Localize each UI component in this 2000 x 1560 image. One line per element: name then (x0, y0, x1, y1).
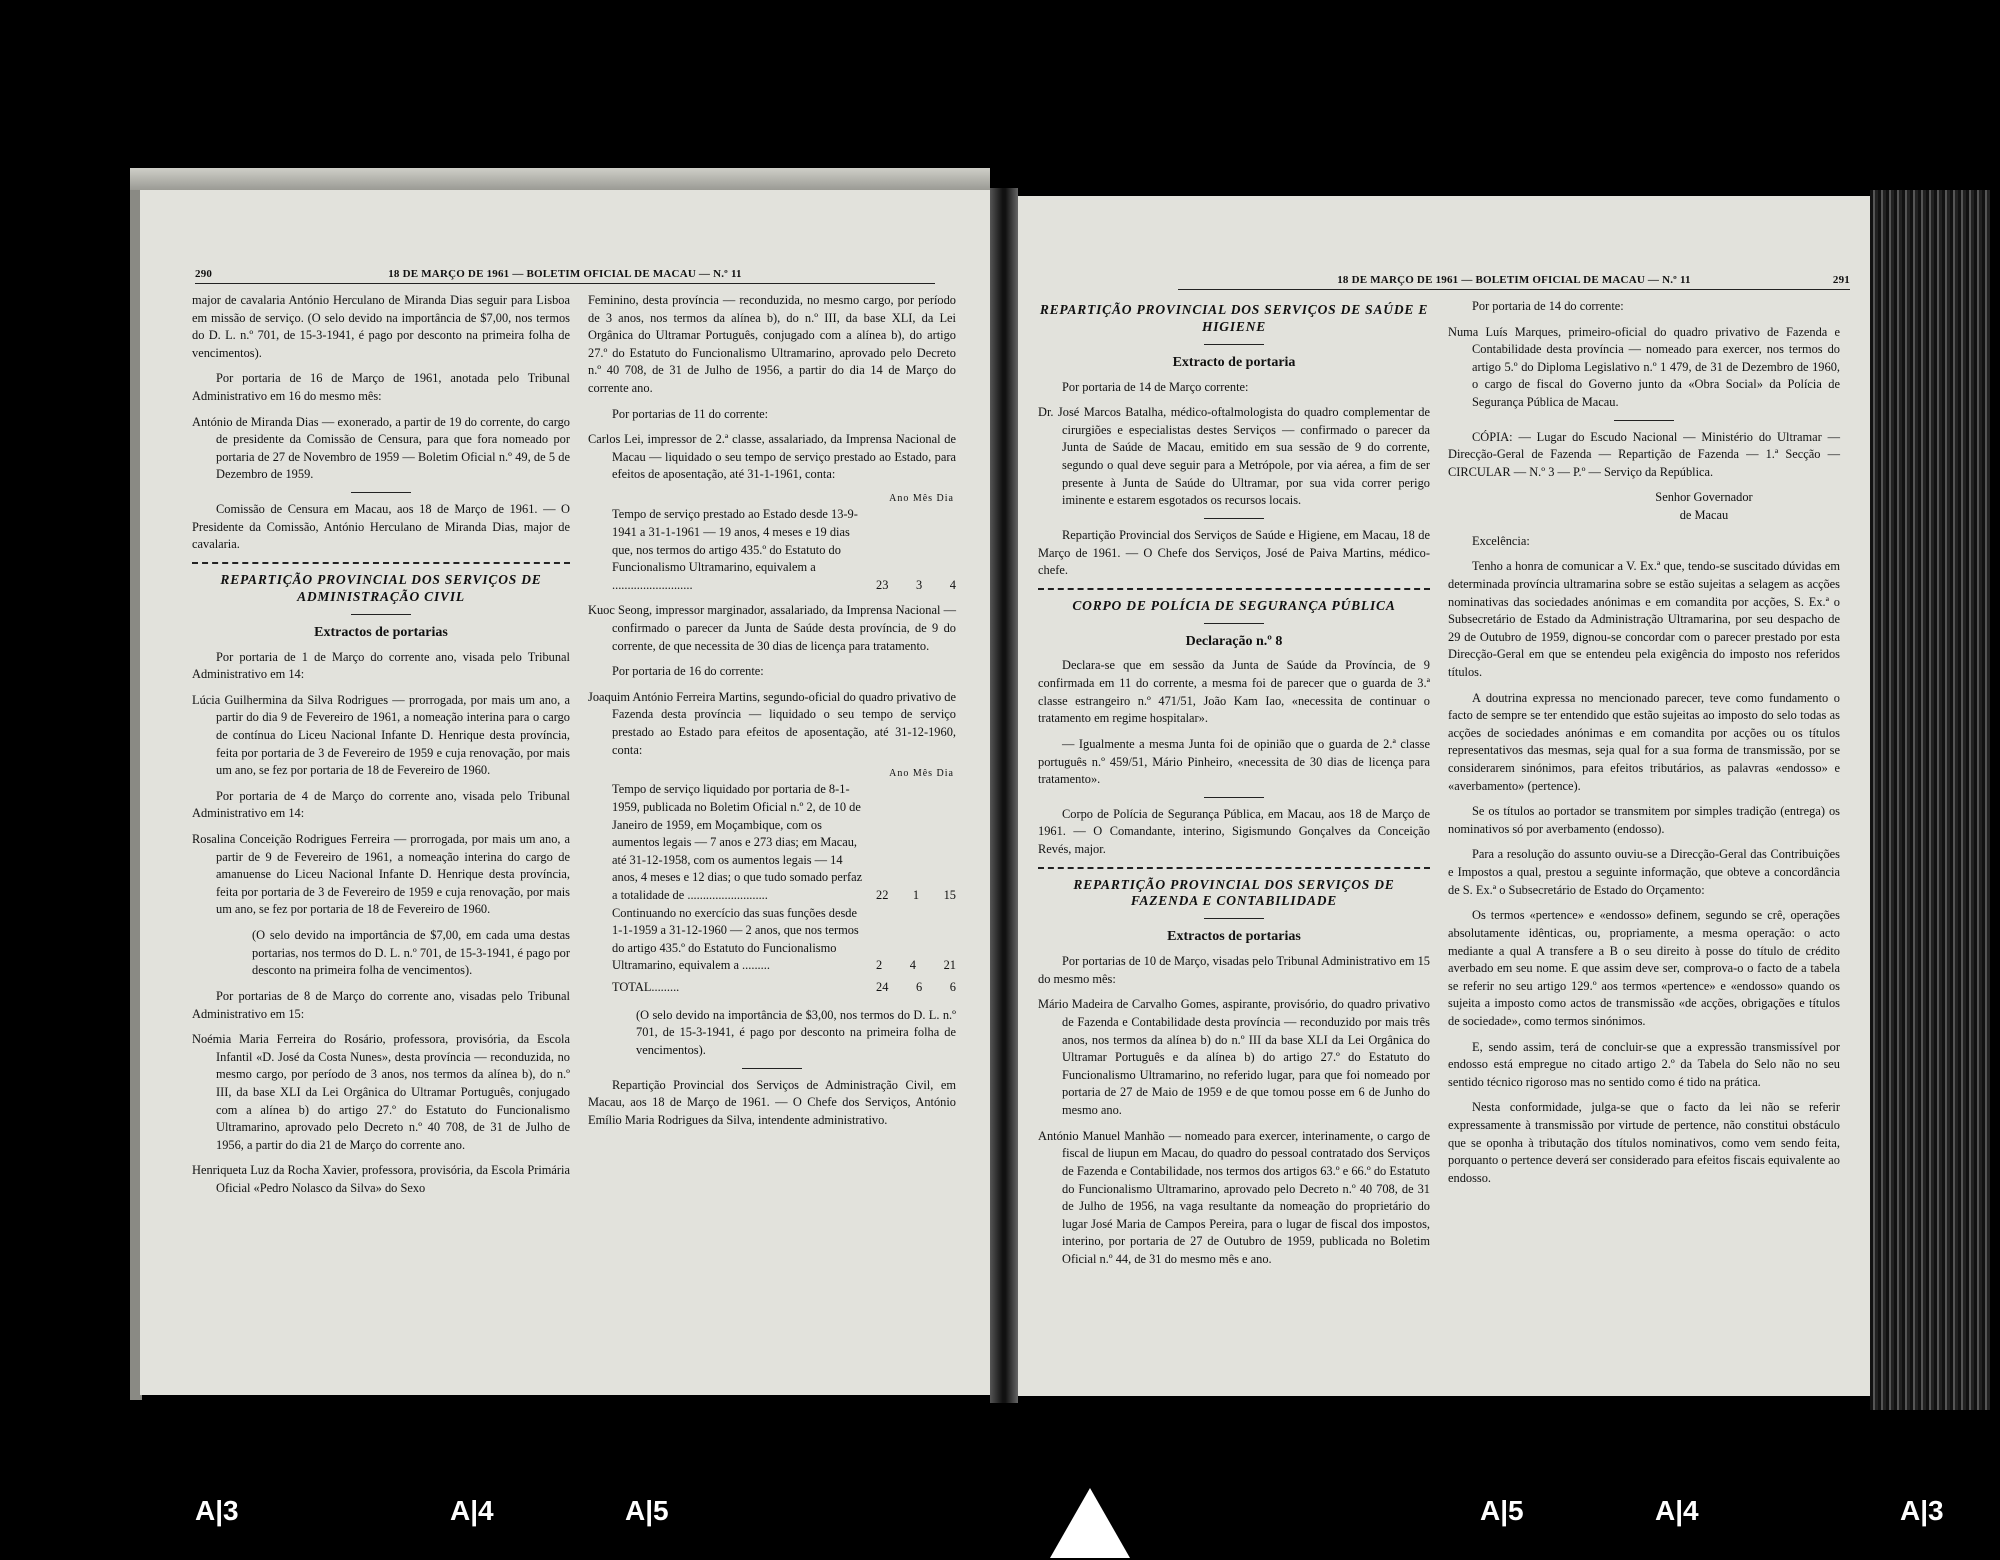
divider (351, 492, 411, 493)
left-page-number: 290 (195, 268, 213, 280)
paragraph: Por portarias de 11 do corrente: (612, 406, 769, 421)
service-time-row (588, 506, 956, 594)
book-binding (990, 188, 1018, 1403)
total-label: TOTAL......... (612, 980, 680, 995)
paragraph: Dr. José Marcos Batalha, médico-oftalmologista do quadro complementar de cirurgiões e especialistas destes Serviços — confirmado o parecer da Junta de Saúde de Macau, emitido em sua sessão de 9 do corrente, segundo o qual deve seguir para a Metrópole, por via aérea, a fim de ser presente à Junta de Saúde do Ultramar, por sua vida correr perigo iminente e estarem esgotados os recursos locais. (1038, 405, 1430, 508)
paragraph: Por portaria de 14 de Março corrente: (1062, 379, 1249, 394)
section-heading: REPARTIÇÃO PROVINCIAL DOS SERVIÇOS DE ADMINISTRAÇÃO CIVIL (220, 571, 542, 604)
paragraph: Os termos «pertence» e «endosso» definem, segundo se crê, operações absolutamente idênticas, ou, propriamente, a mesma operação: o acto mediante a qual A transfere a B o seu direito à posse do título de crédito averbado em seu nome. E que assim deve ser, comprova-o o facto de a tabela se referir no seu artigo 129.º aos termos «pertence» e «endosso» quando os sujeita a imposto como actos de transmissão «de acções, obrigações e títulos de sociedade», como termos sinónimos. (1448, 908, 1840, 1028)
film-mark: A|4 (1655, 1495, 1699, 1526)
row-values (870, 781, 956, 904)
paragraph: Por portarias de 10 de Março, visadas pelo Tribunal Administrativo em 15 do mesmo mês: (1038, 954, 1430, 986)
paragraph: Noémia Maria Ferreira do Rosário, professora, provisória, da Escola Infantil «D. José da Costa Nunes», desta província — reconduzida, no mesmo cargo, por período de 3 anos, nos termos da alínea b), do n.º III, da base XLI da Lei Orgânica do Ultramar Português, conjugado com a alínea b) do artigo 27.º do Estatuto do Funcionalismo Ultramarino, aprovado pelo Decreto n.º 40 708, de 31 de Julho de 1956, a partir do dia 21 de Março do corrente ano. (192, 1032, 570, 1152)
paragraph: Por portaria de 1 de Março do corrente ano, visada pelo Tribunal Administrativo em 14: (192, 649, 570, 682)
months: 6 (915, 980, 923, 995)
film-mark: A|3 (195, 1495, 239, 1526)
paragraph: Henriqueta Luz da Rocha Xavier, professora, provisória, da Escola Primária Oficial «Pedro Nolasco da Silva» do Sexo (192, 1163, 570, 1195)
ornamental-divider (1038, 867, 1430, 869)
divider (1204, 623, 1264, 624)
service-time-row (588, 781, 956, 904)
paragraph: Numa Luís Marques, primeiro-oficial do quadro privativo de Fazenda e Contabilidade desta província — nomeado para exercer, nos termos do artigo 5.º do Diploma Legislativo n.º 1 479, de 31 de Dezembro de 1960, o cargo de fiscal do Governo junto da «Obra Social» da Polícia de Segurança Pública de Macau. (1448, 324, 1840, 410)
right-page-number: 291 (1832, 274, 1850, 286)
divider (1204, 344, 1264, 345)
days: 21 (943, 958, 956, 973)
paragraph: Por portarias de 8 de Março do corrente ano, visadas pelo Tribunal Administrativo em 15: (192, 988, 570, 1021)
center-marker-triangle (1050, 1488, 1130, 1558)
signature-paragraph: Repartição Provincial dos Serviços de Saúde e Higiene, em Macau, 18 de Março de 1961. — O Chefe dos Serviços, José de Paiva Martins, médico-chefe. (1038, 527, 1430, 578)
years: 24 (876, 980, 889, 995)
paragraph: Carlos Lei, impressor de 2.ª classe, assalariado, da Imprensa Nacional de Macau — liquidado o seu tempo de serviço prestado ao Estado, para efeitos de aposentação, até 31-1-1961, conta: (588, 432, 956, 482)
paragraph: A doutrina expressa no mencionado parecer, teve como fundamento o facto de sempre se ter entendido que estão sujeitas ao imposto do selo todas as acções de sociedades anónimas e em comandita por acções ou os títulos representativos das mesmas, seja qual for a sua forma de transmissão, por se considerarem sinónimos, para efeitos tributários, as palavras «endosso» e «averbamento» (pertence). (1448, 690, 1840, 793)
note-paragraph: (O selo devido na importância de $3,00, nos termos do D. L. n.º 701, de 15-3-1941, é pago por desconto na primeira folha de vencimentos). (636, 1007, 956, 1057)
row-values (870, 979, 956, 997)
divider (1204, 918, 1264, 919)
paragraph: Feminino, desta província — reconduzida, no mesmo cargo, por período de 3 anos, nos termos da alínea b), do n.º III, da base XLI, da Lei Orgânica do Ultramar Português, conjugado com a alínea b), do artigo 27.º do Estatuto do Funcionalismo Ultramarino, aprovado pelo Decreto n.º 40 708, de 31 de Julho de 1956, a partir do dia 14 de Março do corrente ano. (588, 293, 956, 396)
right-header-title: 18 DE MARÇO DE 1961 — BOLETIM OFICIAL DE MACAU — N.º 11 (1337, 274, 1691, 286)
subheading: Extractos de portarias (1167, 929, 1301, 945)
signature-paragraph: Repartição Provincial dos Serviços de Administração Civil, em Macau, aos 18 de Março de 1961. — O Chefe dos Serviços, António Emílio Maria Rodrigues da Silva, intendente administrativo. (588, 1077, 956, 1127)
service-time-row (588, 905, 956, 975)
paragraph: Declara-se que em sessão da Junta de Saúde da Província, de 9 confirmada em 11 do corrente, a mesma foi de parecer que o guarda de 3.ª classe estrangeiro n.º 471/51, João Kam Iao, «necessita de continuar o tratamento em regime hospitalar». (1038, 658, 1430, 726)
paragraph: António de Miranda Dias — exonerado, a partir de 19 do corrente, do cargo de presidente da Comissão de Censura, para que fora nomeado por portaria de 27 de Novembro de 1959 — Boletim Oficial n.º 49, de 5 de Dezembro de 1959. (192, 414, 570, 482)
section-heading: REPARTIÇÃO PROVINCIAL DOS SERVIÇOS DE FAZENDA E CONTABILIDADE (1073, 876, 1395, 909)
paragraph: Por portaria de 16 do corrente: (612, 664, 764, 679)
left-column-2 (588, 292, 956, 1137)
paragraph: António Manuel Manhão — nomeado para exercer, interinamente, o cargo de fiscal de liupun em Macau, do quadro do pessoal contratado dos Serviços de Fazenda e Contabilidade, nos termos dos artigos 63.º e 66.º do Estatuto do Funcionalismo Ultramarino, aprovado pelo Decreto n.º 40 708, de 31 de Julho de 1956, na vaga resultante da nomeação do proprietário do lugar José Maria de Campos Pereira, para o lugar de fiscal dos impostos, interino, por portaria de 27 de Outubro de 1959, publicada no Boletim Oficial n.º 44, de 31 do mesmo mês e ano. (1038, 1128, 1430, 1266)
years: 23 (876, 577, 889, 592)
divider (1614, 420, 1674, 421)
paragraph: Lúcia Guilhermina da Silva Rodrigues — prorrogada, por mais um ano, a partir do dia 9 de Fevereiro de 1961, a nomeação interina para o cargo de contínua do Liceu Nacional Infante D. Henrique desta província, feita por portaria de 3 de Fevereiro de 1959 e cuja renovação, por mais um ano, se fez por portaria de 18 de Fevereiro de 1960. (192, 692, 570, 778)
subheading: Extractos de portarias (314, 624, 448, 640)
divider (1204, 797, 1264, 798)
paragraph: Nesta conformidade, julga-se que o facto da lei não se referir expressamente à transmissão por virtude de pertence, não constitui obstáculo que se oponha à tributação dos títulos nominativos, como vem sendo feita, porquanto o pertence deverá ser considerado para efeitos fiscais equivalente ao endosso. (1448, 1100, 1840, 1185)
years: 22 (876, 888, 889, 903)
paragraph: Por portaria de 16 de Março de 1961, anotada pelo Tribunal Administrativo em 16 do mesmo mês: (192, 371, 570, 404)
left-page-header (195, 268, 935, 284)
paragraph: Rosalina Conceição Rodrigues Ferreira — prorrogada, por mais um ano, a partir de 9 de Fevereiro de 1961, a nomeação interina do cargo de amanuense do Liceu Nacional Infante D. Henrique desta província, feita por portaria de 3 de Fevereiro de 1959 e cuja renovação, por mais um ano, se fez por portaria de 18 de Fevereiro de 1960. (192, 832, 570, 917)
salutation-line: Senhor Governador (1655, 490, 1753, 505)
film-mark: A|5 (1480, 1495, 1524, 1526)
paragraph: Mário Madeira de Carvalho Gomes, aspirante, provisório, do quadro privativo de Fazenda e Contabilidade desta província — reconduzido por mais três anos, nos termos da alínea b) do n.º III da base XLI da Lei Orgânica do Ultramar Português e da alínea b) do artigo 27.º do Estatuto do Funcionalismo Ultramarino, no referido lugar, para que foi nomeado por portaria de 27 de Maio de 1959 e de que tomou posse em 6 de Junho do mesmo ano. (1038, 997, 1430, 1118)
film-mark: A|4 (450, 1495, 494, 1526)
paragraph: CÓPIA: — Lugar do Escudo Nacional — Ministério do Ultramar — Direcção-Geral de Fazenda — Repartição de Fazenda — 1.ª Secção — CIRCULAR — N.º 3 — P.º — Serviço da República. (1448, 429, 1840, 479)
table-header: Ano Mês Dia (889, 493, 954, 505)
row-values (870, 905, 956, 975)
paragraph: Se os títulos ao portador se transmitem por simples tradição (entrega) os nominativos só por averbamento (endosso). (1448, 804, 1840, 836)
months: 1 (912, 888, 920, 903)
days: 15 (943, 888, 956, 903)
film-mark: A|5 (625, 1495, 669, 1526)
subheading: Extracto de portaria (1172, 354, 1296, 370)
page-top-strip (130, 168, 990, 190)
film-mark: A|3 (1900, 1495, 1944, 1526)
days: 6 (949, 980, 956, 995)
divider (742, 1068, 802, 1069)
paragraph: major de cavalaria António Herculano de Miranda Dias seguir para Lisboa em missão de serviço. (O selo devido na importância de $7,00, nos termos do D. L. n.º 701, de 15-3-1941, é pago por desconto na primeira folha de vencimentos). (192, 293, 570, 360)
paragraph: Excelência: (1472, 533, 1530, 548)
total-row (588, 979, 956, 997)
divider (351, 614, 411, 615)
note-paragraph: (O selo devido na importância de $7,00, em cada uma destas portarias, nos termos do D. L. n.º 701, de 15-3-1941, é pago por desconto na primeira folha de vencimentos). (252, 928, 570, 978)
ornamental-divider (1038, 588, 1430, 590)
left-column-1 (192, 292, 570, 1206)
left-page (140, 190, 990, 1395)
table-header: Ano Mês Dia (889, 768, 954, 780)
paragraph: Tenho a honra de comunicar a V. Ex.ª que, tendo-se suscitado dúvidas em determinada província ultramarina sobre se estão sujeitas a selagem as acções nominativas das sociedades anónimas e em comandita por acções, S. Ex.ª o Subsecretário de Estado da Administração Ultramarina, por seu despacho de 29 de Outubro de 1959, dignou-se concordar com o parecer prestado por esta Direcção-Geral em que se entendeu pela exigência do imposto nos referidos títulos. (1448, 559, 1840, 679)
right-column-1 (1038, 298, 1430, 1277)
years: 2 (876, 958, 883, 973)
row-text: Tempo de serviço liquidado por portaria de 8-1-1959, publicada no Boletim Oficial n.º 2, de 10 de Janeiro de 1959, em Moçambique, com os aumentos legais — 7 anos e 273 dias; em Macau, até 31-12-1958, com os aumentos legais — 14 anos, 4 meses e 12 dias; o que tudo somado perfaz a totalidade de .......................... (612, 782, 863, 903)
row-text: Tempo de serviço prestado ao Estado desde 13-9-1941 a 31-1-1961 — 19 anos, 4 meses e 19 dias que, nos termos do artigo 435.º do Estatuto do Funcionalismo Ultramarino, equivalem a .......................... (612, 507, 858, 592)
right-page (1018, 196, 1870, 1396)
months: 4 (909, 958, 916, 973)
section-heading: REPARTIÇÃO PROVINCIAL DOS SERVIÇOS DE SAÚDE E HIGIENE (1039, 302, 1429, 334)
page-edges (1870, 190, 1990, 1410)
paragraph: Para a resolução do assunto ouviu-se a Direcção-Geral das Contribuições e Impostos a qual, prestou a seguinte informação, que obteve a concordância de S. Ex.ª o Subsecretário de Estado do Orçamento: (1448, 847, 1840, 897)
row-values (870, 506, 956, 594)
months: 3 (915, 577, 923, 592)
paragraph: Por portaria de 4 de Março do corrente ano, visada pelo Tribunal Administrativo em 14: (192, 788, 570, 821)
salutation-line: de Macau (1679, 508, 1729, 523)
ornamental-divider (192, 562, 570, 564)
subheading: Declaração n.º 8 (1185, 633, 1283, 649)
left-header-title: 18 DE MARÇO DE 1961 — BOLETIM OFICIAL DE MACAU — N.º 11 (388, 268, 742, 280)
paragraph: Joaquim António Ferreira Martins, segundo-oficial do quadro privativo de Fazenda desta província — liquidado o seu tempo de serviço prestado ao Estado para efeitos de aposentação, até 31-12-1960, conta: (588, 689, 956, 757)
paragraph: E, sendo assim, terá de concluir-se que a expressão transmissível por endosso está empregue no citado artigo 2.º da Tabela do Selo não no seu sentido técnico rigoroso mas no sentido como é tido na prática. (1448, 1039, 1840, 1089)
paragraph: Por portaria de 14 do corrente: (1472, 299, 1624, 313)
row-text: Continuando no exercício das suas funções desde 1-1-1959 a 31-12-1960 — 2 anos, que nos termos do artigo 435.º do Estatuto do Funcionalismo Ultramarino, equivalem a ......... (612, 905, 859, 973)
right-page-header (1178, 274, 1850, 290)
right-column-2 (1448, 298, 1840, 1195)
paragraph: — Igualmente a mesma Junta foi de opinião que o guarda de 2.ª classe português n.º 459/51, Mário Pinheiro, «necessita de 30 dias de licença para tratamento». (1038, 736, 1430, 787)
divider (1204, 518, 1264, 519)
section-heading: CORPO DE POLÍCIA DE SEGURANÇA PÚBLICA (1072, 597, 1396, 613)
signature-paragraph: Corpo de Polícia de Segurança Pública, em Macau, aos 18 de Março de 1961. — O Comandante, interino, Sigismundo Gonçalves da Conceição Revés, major. (1038, 806, 1430, 856)
days: 4 (949, 577, 956, 592)
paragraph: Kuoc Seong, impressor marginador, assalariado, da Imprensa Nacional — confirmado o parecer da Junta de Saúde desta província, de 9 do corrente, de que necessita de 30 dias de licença para tratamento. (588, 603, 956, 653)
signature-paragraph: Comissão de Censura em Macau, aos 18 de Março de 1961. — O Presidente da Comissão, António Herculano de Miranda Dias, major de cavalaria. (192, 502, 570, 552)
